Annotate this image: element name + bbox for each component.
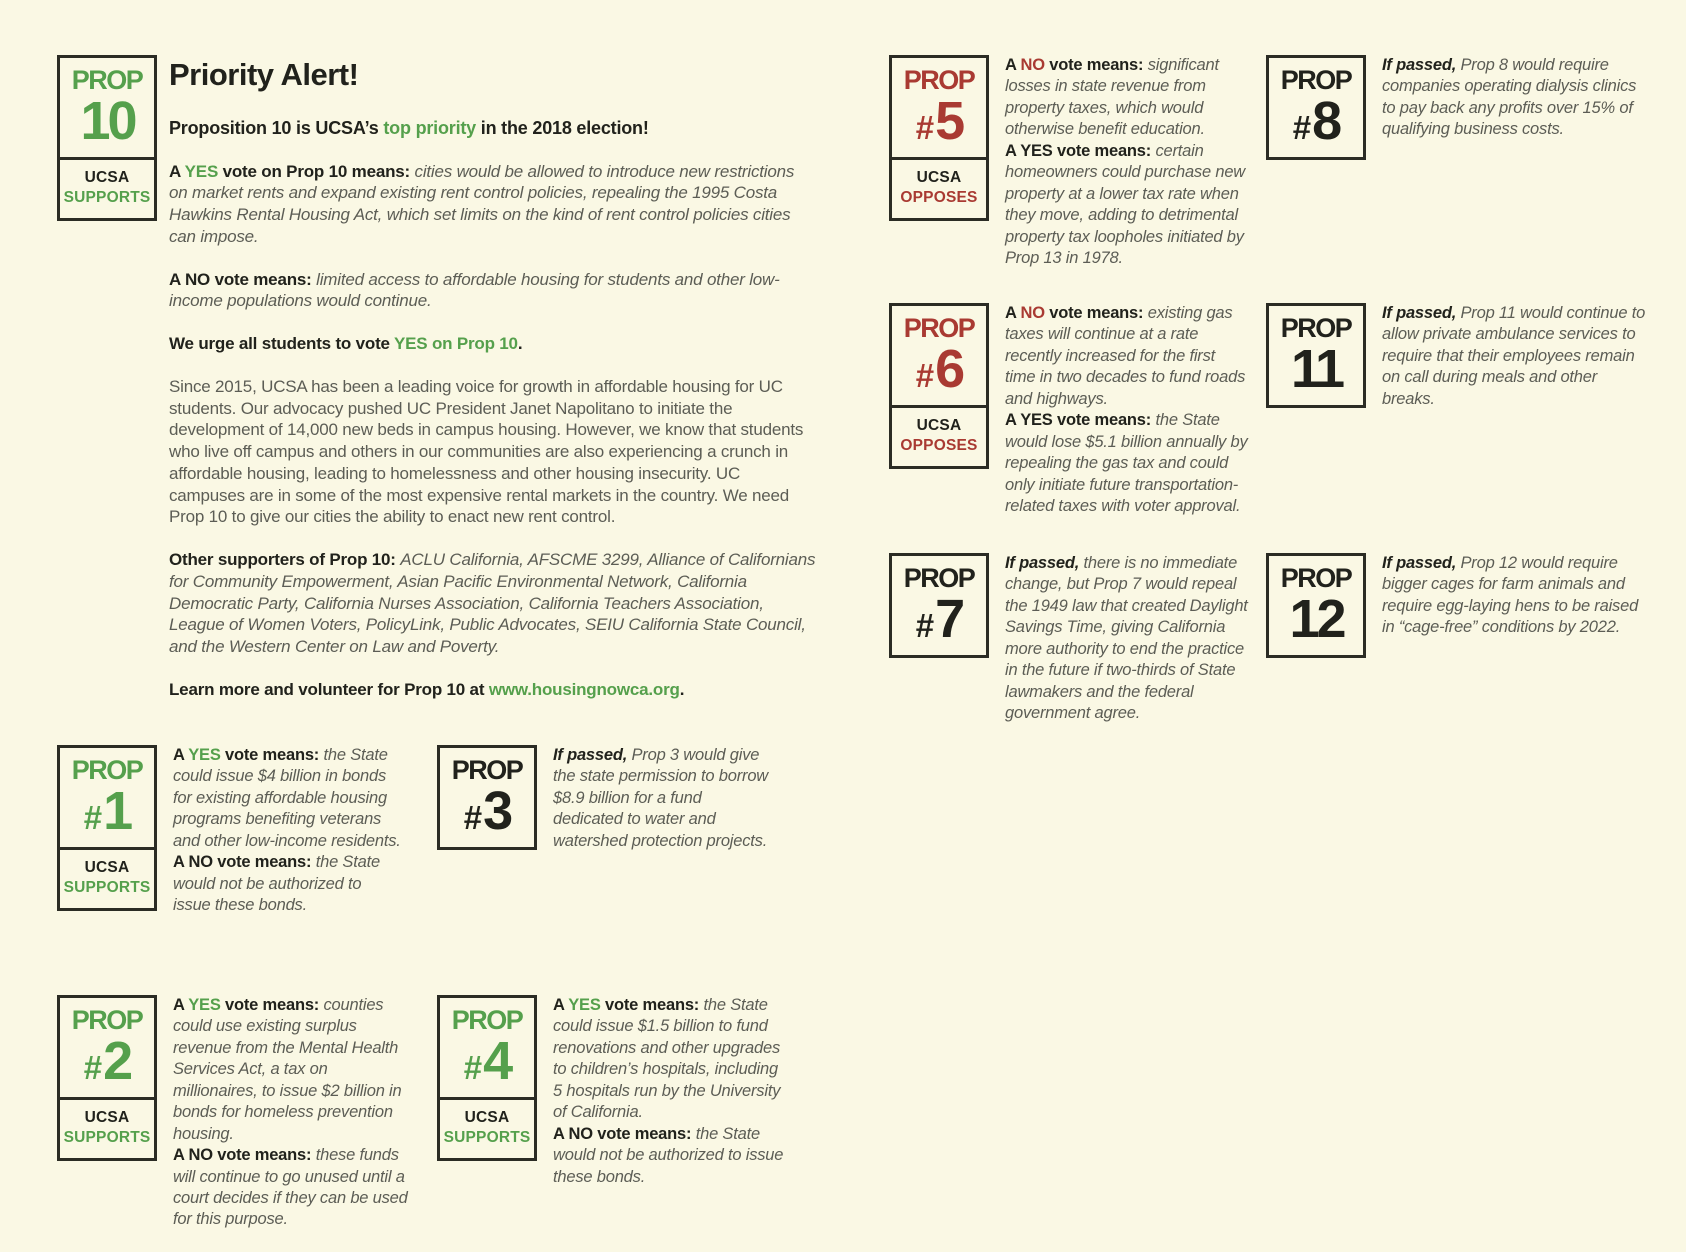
badge-prop-label: PROP bbox=[71, 65, 143, 95]
badge-prop-label: PROP bbox=[903, 563, 975, 593]
text-segment: vote means: bbox=[600, 996, 704, 1014]
prop3-if-passed-text bbox=[553, 745, 771, 852]
text-segment: these funds will continue to go unused until a court decides if they can be used for this purpose. bbox=[173, 1146, 408, 1229]
badge-digits: 8 bbox=[1312, 91, 1340, 151]
prop10-no-paragraph bbox=[169, 269, 817, 313]
prop1-yes-text bbox=[173, 745, 401, 852]
prop2-badge bbox=[57, 995, 157, 1161]
text-segment: Prop 12 would require bigger cages for farm animals and require egg-laying hens to be raised in “cage-free” conditions by 2022. bbox=[1382, 554, 1639, 637]
prop8-badge bbox=[1266, 55, 1366, 160]
text-segment: A bbox=[1005, 56, 1021, 74]
text-segment: NO bbox=[1020, 56, 1045, 74]
badge-stance-label: OPPOSES bbox=[900, 436, 978, 454]
prop5-badge-main bbox=[892, 58, 986, 157]
prop2-stance-box bbox=[60, 1097, 154, 1158]
prop5-section bbox=[889, 55, 1245, 269]
text-segment: YES bbox=[184, 161, 219, 181]
hash-glyph: # bbox=[463, 799, 483, 836]
prop6-badge bbox=[889, 303, 989, 469]
badge-stance-label: OPPOSES bbox=[900, 188, 978, 206]
text-segment: A bbox=[1005, 304, 1021, 322]
prop2-section bbox=[57, 995, 411, 1231]
badge-prop-label: PROP bbox=[903, 65, 975, 95]
text-segment: Since 2015, UCSA has been a leading voice for growth in affordable housing for UC students. Our advocacy pushed UC President Janet Napolitano to initiate the development of 14,000 new beds in campus housing. However, we know that students who live off campus and others in our communities are also experiencing a crunch in affordable housing, leading to homelessness and other housing insecurity. UC campuses are in some of the most expensive rental markets in the country. We need Prop 10 to give our cities the ability to enact new rent control. bbox=[169, 376, 804, 527]
text-segment: A bbox=[173, 746, 189, 764]
prop5-stance-box bbox=[892, 157, 986, 218]
prop10-yes-paragraph bbox=[169, 161, 817, 248]
prop4-section bbox=[437, 995, 791, 1188]
text-segment: NO bbox=[1020, 304, 1045, 322]
text-segment: YES on Prop 10 bbox=[394, 334, 518, 354]
badge-digits: 7 bbox=[935, 589, 963, 649]
prop10-badge bbox=[57, 55, 157, 221]
prop10-intro-paragraph bbox=[169, 117, 817, 140]
text-segment: Prop 11 would continue to allow private ambulance services to require that their employees remain on call during meals and other breaks. bbox=[1382, 304, 1646, 408]
prop5-badge bbox=[889, 55, 989, 221]
text-segment: A bbox=[553, 996, 569, 1014]
text-segment: the State would not be authorized to issue these bonds. bbox=[553, 1124, 784, 1186]
badge-stance-label: SUPPORTS bbox=[443, 1128, 531, 1146]
prop8-if-passed-text bbox=[1382, 55, 1650, 141]
hash-glyph: # bbox=[83, 799, 103, 836]
prop12-section bbox=[1266, 553, 1650, 658]
text-segment: If passed, bbox=[1382, 56, 1461, 74]
prop7-text-column bbox=[1005, 553, 1257, 725]
badge-prop-label: PROP bbox=[1280, 563, 1352, 593]
hash-glyph: # bbox=[915, 109, 935, 146]
badge-org-label: UCSA bbox=[84, 858, 130, 876]
badge-digits: 5 bbox=[935, 91, 963, 151]
prop4-yes-text bbox=[553, 995, 791, 1124]
badge-number bbox=[83, 781, 131, 841]
text-segment: YES bbox=[188, 996, 221, 1014]
prop10-badge-main bbox=[60, 58, 154, 157]
prop3-text-column bbox=[553, 745, 771, 852]
prop11-if-passed-text bbox=[1382, 303, 1650, 410]
text-segment: A NO vote means: bbox=[553, 1124, 696, 1143]
prop4-badge-main bbox=[440, 998, 534, 1097]
text-segment: Proposition 10 is UCSA’s bbox=[169, 117, 384, 138]
prop12-badge bbox=[1266, 553, 1366, 658]
text-segment: If passed, bbox=[1382, 554, 1461, 572]
text-segment: vote means: bbox=[1044, 56, 1148, 74]
prop6-yes-text bbox=[1005, 410, 1249, 517]
prop1-section bbox=[57, 745, 401, 917]
badge-prop-label: PROP bbox=[903, 313, 975, 343]
badge-digits: 11 bbox=[1290, 339, 1343, 399]
badge-prop-label: PROP bbox=[1280, 313, 1352, 343]
badge-digits: 6 bbox=[935, 339, 963, 399]
badge-prop-label: PROP bbox=[71, 755, 143, 785]
badge-number bbox=[915, 91, 963, 151]
prop11-section bbox=[1266, 303, 1650, 410]
text-segment: there is no immediate change, but Prop 7 would repeal the 1949 law that created Daylight Savings Time, giving California more authority to end the practice in the future if two-thirds of State lawmakers and the federal government agree. bbox=[1005, 554, 1248, 723]
badge-org-label: UCSA bbox=[84, 168, 130, 186]
badge-number bbox=[1290, 339, 1343, 399]
badge-digits: 12 bbox=[1289, 589, 1344, 649]
text-segment: If passed, bbox=[553, 746, 632, 764]
prop3-badge-main bbox=[440, 748, 534, 847]
text-segment: A NO vote means: bbox=[169, 269, 317, 289]
badge-org-label: UCSA bbox=[84, 1108, 130, 1126]
prop4-no-text bbox=[553, 1124, 791, 1188]
text-segment: If passed, bbox=[1005, 554, 1084, 572]
prop1-text-column bbox=[173, 745, 401, 917]
text-segment: If passed, bbox=[1382, 304, 1461, 322]
text-segment: Other supporters of Prop 10: bbox=[169, 550, 401, 570]
badge-org-label: UCSA bbox=[916, 168, 962, 186]
badge-number bbox=[915, 339, 963, 399]
badge-digits: 1 bbox=[103, 781, 131, 841]
text-segment: vote means: bbox=[1044, 304, 1148, 322]
badge-number bbox=[1288, 589, 1344, 649]
badge-number bbox=[83, 1031, 131, 1091]
prop7-badge-main bbox=[892, 556, 986, 655]
prop5-yes-text bbox=[1005, 141, 1245, 270]
text-segment: vote means: bbox=[220, 996, 324, 1014]
text-segment: the State would not be authorized to issue these bonds. bbox=[173, 853, 380, 915]
text-segment: We urge all students to vote bbox=[169, 334, 395, 354]
prop5-text-column bbox=[1005, 55, 1245, 269]
badge-prop-label: PROP bbox=[71, 1005, 143, 1035]
prop12-text-column bbox=[1382, 553, 1650, 639]
text-segment: A YES vote means: bbox=[1005, 411, 1156, 430]
text-segment: ACLU California, AFSCME 3299, Alliance of Californians for Community Empowerment, Asian Pacific Environmental Network, California Democratic Party, California Nurses Association, California Teachers Association, League of Women Voters, PolicyLink, Public Advocates, SEIU California State Council, and the Western Center on Law and Poverty. bbox=[169, 550, 816, 657]
text-segment: . bbox=[517, 334, 523, 354]
text-segment: A bbox=[173, 996, 189, 1014]
text-segment: Prop 3 would give the state permission to borrow $8.9 billion for a fund dedicated to water and watershed protection projects. bbox=[553, 746, 769, 850]
prop7-badge bbox=[889, 553, 989, 658]
prop1-stance-box bbox=[60, 847, 154, 908]
text-segment: significant losses in state revenue from property taxes, which would otherwise benefit education. bbox=[1005, 56, 1219, 139]
housingnowca-link[interactable]: www.housingnowca.org bbox=[488, 679, 680, 699]
prop10-stance-box bbox=[60, 157, 154, 218]
text-segment: A YES vote means: bbox=[1005, 141, 1156, 160]
badge-stance-label: SUPPORTS bbox=[63, 188, 151, 206]
badge-number bbox=[915, 589, 963, 649]
text-segment: vote means: bbox=[220, 746, 324, 764]
prop11-badge-main bbox=[1269, 306, 1363, 405]
badge-digits: 10 bbox=[80, 91, 135, 151]
text-segment: existing gas taxes will continue at a rate recently increased for the first time in two decades to fund roads and highways. bbox=[1005, 304, 1246, 408]
prop3-badge bbox=[437, 745, 537, 850]
badge-number bbox=[1292, 91, 1340, 151]
text-segment: the State would lose $5.1 billion annually by repealing the gas tax and could only initiate future transportation-related taxes with voter approval. bbox=[1005, 411, 1248, 515]
text-segment: . bbox=[679, 679, 685, 699]
text-segment: Learn more and volunteer for Prop 10 at bbox=[169, 679, 489, 699]
prop10-history-paragraph bbox=[169, 376, 817, 528]
prop6-no-text bbox=[1005, 303, 1249, 410]
badge-prop-label: PROP bbox=[451, 1005, 523, 1035]
text-segment: vote on Prop 10 means: bbox=[218, 161, 415, 181]
text-segment: the State could issue $1.5 billion to fund renovations and other upgrades to children’s hospitals, including 5 hospitals run by the University of California. bbox=[553, 996, 781, 1122]
text-segment: cities would be allowed to introduce new restrictions on market rents and expand existing rent control policies, repealing the 1995 Costa Hawkins Rental Housing Act, which set limits on the kind of rent control policies cities can impose. bbox=[169, 161, 795, 246]
text-segment: YES bbox=[568, 996, 601, 1014]
badge-digits: 2 bbox=[103, 1031, 131, 1091]
priority-alert-title: Priority Alert! bbox=[169, 57, 359, 92]
prop7-if-passed-text bbox=[1005, 553, 1257, 725]
prop11-badge bbox=[1266, 303, 1366, 408]
prop11-text-column bbox=[1382, 303, 1650, 410]
badge-number bbox=[79, 91, 135, 151]
prop12-if-passed-text bbox=[1382, 553, 1650, 639]
text-segment: counties could use existing surplus revenue from the Mental Health Services Act, a tax on millionaires, to issue $2 billion in bonds for homeless prevention housing. bbox=[173, 996, 402, 1143]
badge-digits: 4 bbox=[483, 1031, 511, 1091]
hash-glyph: # bbox=[463, 1049, 483, 1086]
prop4-badge bbox=[437, 995, 537, 1161]
prop7-section bbox=[889, 553, 1257, 725]
badge-org-label: UCSA bbox=[464, 1108, 510, 1126]
text-segment: certain homeowners could purchase new property at a lower tax rate when they move, adding to detrimental property tax loopholes initiated by Prop 13 in 1978. bbox=[1005, 141, 1246, 267]
prop10-section bbox=[57, 55, 817, 701]
prop10-text-column bbox=[169, 55, 817, 701]
hash-glyph: # bbox=[915, 607, 935, 644]
prop12-badge-main bbox=[1269, 556, 1363, 655]
text-segment: in the 2018 election! bbox=[475, 117, 649, 138]
badge-number bbox=[463, 1031, 511, 1091]
badge-number bbox=[463, 781, 511, 841]
prop8-text-column bbox=[1382, 55, 1650, 141]
badge-prop-label: PROP bbox=[451, 755, 523, 785]
prop8-section bbox=[1266, 55, 1650, 160]
prop2-no-text bbox=[173, 1145, 411, 1231]
hash-glyph: # bbox=[1292, 109, 1312, 146]
badge-stance-label: SUPPORTS bbox=[63, 878, 151, 896]
prop8-badge-main bbox=[1269, 58, 1363, 157]
text-segment: limited access to affordable housing for students and other low-income populations would continue. bbox=[169, 269, 780, 311]
prop3-section bbox=[437, 745, 771, 852]
prop5-no-text bbox=[1005, 55, 1245, 141]
prop10-supporters-paragraph bbox=[169, 549, 817, 658]
prop6-badge-main bbox=[892, 306, 986, 405]
prop6-stance-box bbox=[892, 405, 986, 466]
text-segment: A NO vote means: bbox=[173, 1146, 316, 1165]
text-segment: top priority bbox=[383, 117, 476, 138]
prop10-urge-paragraph bbox=[169, 333, 817, 355]
prop2-text-column bbox=[173, 995, 411, 1231]
hash-glyph: # bbox=[915, 357, 935, 394]
badge-prop-label: PROP bbox=[1280, 65, 1352, 95]
prop4-stance-box bbox=[440, 1097, 534, 1158]
prop4-text-column bbox=[553, 995, 791, 1188]
prop10-learn-more-paragraph bbox=[169, 679, 817, 701]
hash-glyph: # bbox=[83, 1049, 103, 1086]
text-segment: YES bbox=[188, 746, 221, 764]
prop1-badge-main bbox=[60, 748, 154, 847]
text-segment: the State could issue $4 billion in bonds for existing affordable housing programs benefiting veterans and other low-income residents. bbox=[173, 746, 401, 850]
badge-stance-label: SUPPORTS bbox=[63, 1128, 151, 1146]
prop6-text-column bbox=[1005, 303, 1249, 517]
badge-digits: 3 bbox=[483, 781, 511, 841]
text-segment: Prop 8 would require companies operating dialysis clinics to pay back any profits over 15% of qualifying business costs. bbox=[1382, 56, 1637, 139]
prop1-badge bbox=[57, 745, 157, 911]
text-segment: A bbox=[169, 161, 185, 181]
prop2-badge-main bbox=[60, 998, 154, 1097]
prop1-no-text bbox=[173, 852, 401, 916]
prop2-yes-text bbox=[173, 995, 411, 1145]
text-segment: A NO vote means: bbox=[173, 853, 316, 872]
badge-org-label: UCSA bbox=[916, 416, 962, 434]
prop6-section bbox=[889, 303, 1249, 517]
